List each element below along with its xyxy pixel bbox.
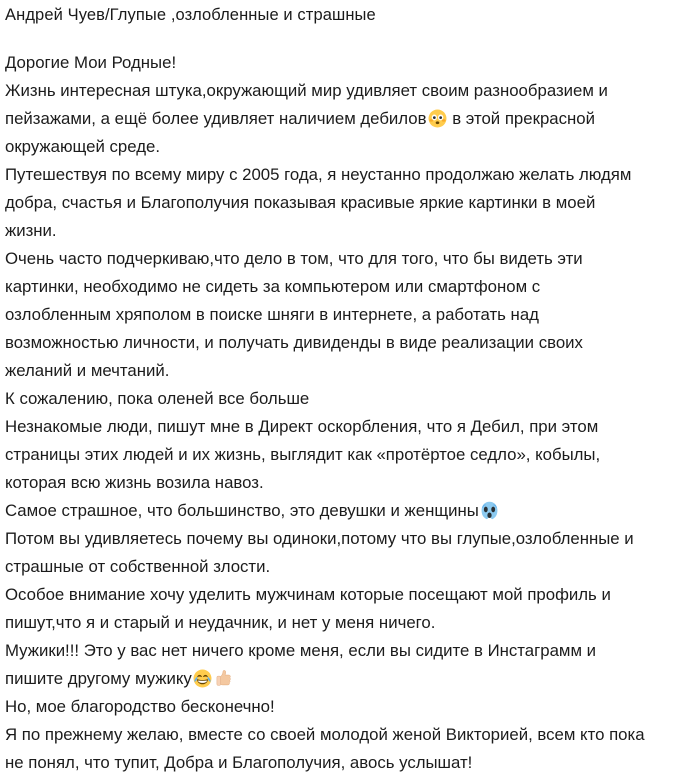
post-line bbox=[5, 385, 695, 413]
post-line-text: добра, счастья и Благополучия показывая красивые яркие картинки в моей bbox=[5, 193, 596, 212]
post-line-text: озлобленным хряполом в поиске шняги в интернете, а работать над bbox=[5, 305, 539, 324]
post-line-text: Потом вы удивляетесь почему вы одиноки,потому что вы глупые,озлобленные и bbox=[5, 529, 634, 548]
joy-face-icon bbox=[193, 669, 212, 688]
post-line bbox=[5, 77, 695, 105]
post-line bbox=[5, 49, 695, 77]
post-line bbox=[5, 217, 695, 245]
post-line bbox=[5, 245, 695, 273]
post-line bbox=[5, 553, 695, 581]
post-line-text: Мужики!!! Это у вас нет ничего кроме меня, если вы сидите в Инстаграмм и bbox=[5, 641, 597, 660]
post-line-text: которая всю жизнь возила навоз. bbox=[5, 473, 264, 492]
post-line bbox=[5, 329, 695, 357]
post-line bbox=[5, 301, 695, 329]
post-line bbox=[5, 133, 695, 161]
post-line-text: Я по прежнему желаю, вместе со своей молодой женой Викторией, всем кто пока bbox=[5, 725, 645, 744]
post-line bbox=[5, 273, 695, 301]
post-line-text: Самое страшное, что большинство, это девушки и женщины bbox=[5, 501, 479, 520]
post-line-text: страшные от собственной злости. bbox=[5, 557, 271, 576]
post-line bbox=[5, 497, 695, 525]
post-line bbox=[5, 637, 695, 665]
post-line-text: Очень часто подчеркиваю,что дело в том, что для того, что бы видеть эти bbox=[5, 249, 583, 268]
post-line-text: страницы этих людей и их жизнь, выглядит как «протёртое седло», кобылы, bbox=[5, 445, 601, 464]
post-line bbox=[5, 413, 695, 441]
post-line bbox=[5, 525, 695, 553]
post-line-text: не понял, что тупит, Добра и Благополучия, авось услышат! bbox=[5, 753, 473, 772]
post-line-text: желаний и мечтаний. bbox=[5, 361, 170, 380]
post-line-text: жизни. bbox=[5, 221, 57, 240]
post-line bbox=[5, 721, 695, 749]
post-body bbox=[5, 49, 695, 777]
post-line-text: Незнакомые люди, пишут мне в Директ оскорбления, что я Дебил, при этом bbox=[5, 417, 599, 436]
post-line bbox=[5, 665, 695, 693]
post-line-text: К сожалению, пока оленей все больше bbox=[5, 389, 310, 408]
post-line bbox=[5, 693, 695, 721]
post-line bbox=[5, 581, 695, 609]
post-title: Андрей Чуев/Глупые ,озлобленные и страшные bbox=[5, 6, 376, 24]
post-line-text: возможностью личности, и получать дивиденды в виде реализации своих bbox=[5, 333, 583, 352]
post-line bbox=[5, 441, 695, 469]
post-line-text: окружающей среде. bbox=[5, 137, 161, 156]
post-line-text: Путешествуя по всему миру с 2005 года, я неустанно продолжаю желать людям bbox=[5, 165, 632, 184]
post-line-text: пишите другому мужику bbox=[5, 669, 192, 688]
post-line bbox=[5, 161, 695, 189]
post-line-text: Дорогие Мои Родные! bbox=[5, 53, 177, 72]
post-line bbox=[5, 749, 695, 777]
post-line-text: Но, мое благородство бесконечно! bbox=[5, 697, 275, 716]
post-line bbox=[5, 469, 695, 497]
screaming-face-icon bbox=[480, 501, 499, 520]
flushed-face-icon bbox=[428, 109, 447, 128]
post-line bbox=[5, 357, 695, 385]
post-line bbox=[5, 189, 695, 217]
post-line-text: пейзажами, а ещё более удивляет наличием дебилов bbox=[5, 109, 427, 128]
post-line-text: Жизнь интересная штука,окружающий мир удивляет своим разнообразием и bbox=[5, 81, 608, 100]
post-line-text: пишут,что я и старый и неудачник, и нет у меня ничего. bbox=[5, 613, 436, 632]
post-line-text: картинки, необходимо не сидеть за компьютером или смартфоном с bbox=[5, 277, 541, 296]
post-line bbox=[5, 105, 695, 133]
post-line-text-after: в этой прекрасной bbox=[447, 109, 595, 128]
thumbs-up-icon bbox=[214, 669, 233, 688]
post-line-text: Особое внимание хочу уделить мужчинам которые посещают мой профиль и bbox=[5, 585, 611, 604]
post-line bbox=[5, 609, 695, 637]
